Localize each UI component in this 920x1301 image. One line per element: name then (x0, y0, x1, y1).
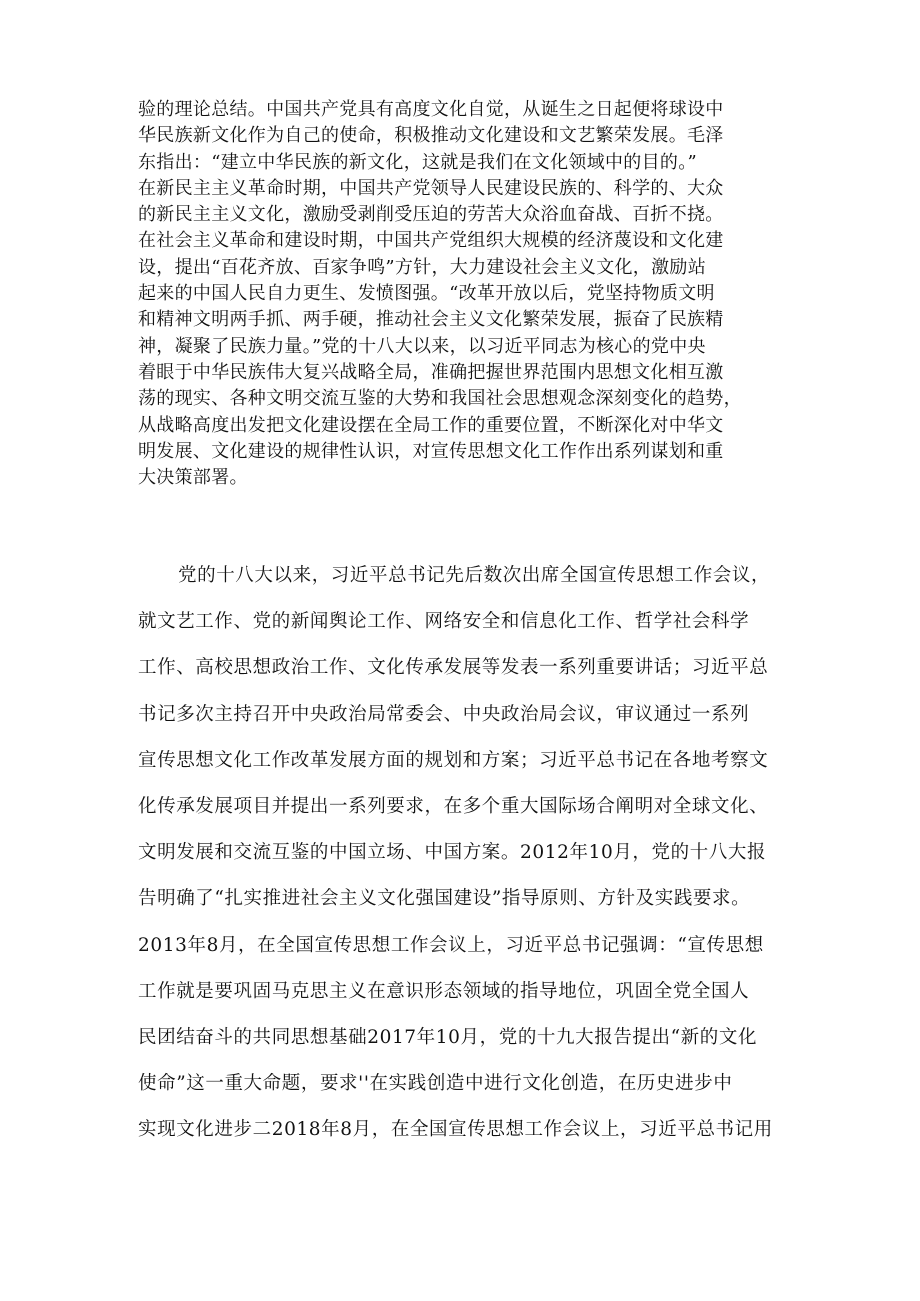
text-line: 荡的现实、各种文明交流互鉴的大势和我国社会思想观念深刻变化的趋势， (138, 388, 742, 410)
text-line: 大决策部署。 (138, 467, 248, 489)
text-line: 的新民主主义文化，激励受剥削受压迫的劳苦大众浴血奋战、百折不挠。 (138, 204, 724, 226)
text-line: 明发展、文化建设的规律性认识，对宣传思想文化工作作出系列谋划和重 (138, 440, 724, 462)
text-line: 就文艺工作、党的新闻舆论工作、网络安全和信息化工作、哲学社会科学 (138, 611, 750, 633)
text-line: 民团结奋斗的共同思想基础2017年10月，党的十九大报告提出“新的文化 (138, 1026, 758, 1048)
text-line: 东指出：“建立中华民族的新文化，这就是我们在文化领域中的目的。” (138, 151, 698, 173)
text-line: 在新民主主义革命时期，中国共产党领导人民建设民族的、科学的、大众 (138, 177, 724, 199)
text-line: 化传承发展项目并提出一系列要求，在多个重大国际场合阐明对全球文化、 (138, 795, 769, 817)
paragraph-1 (138, 97, 798, 491)
paragraph-2 (138, 553, 798, 1153)
text-line: 宣传思想文化工作改革发展方面的规划和方案；习近平总书记在各地考察文 (138, 749, 769, 771)
text-line: 书记多次主持召开中央政治局常委会、中央政治局会议，审议通过一系列 (138, 703, 750, 725)
text-line: 华民族新文化作为自己的使命，积极推动文化建设和文艺繁荣发展。毛泽 (138, 125, 724, 147)
text-line: 工作就是要巩固马克思主义在意识形态领域的指导地位，巩固全党全国人 (138, 980, 750, 1002)
text-line: 和精神文明两手抓、两手硬，推动社会主义文化繁荣发展，振奋了民族精 (138, 309, 724, 331)
text-line: 使命”这一重大命题，要求''在实践创造中进行文化创造，在历史进步中 (138, 1073, 733, 1095)
text-line: 从战略高度出发把文化建设摆在全局工作的重要位置，不断深化对中华文 (138, 414, 724, 436)
text-line: 验的理论总结。中国共产党具有高度文化自觉，从诞生之日起便将球设中 (138, 99, 724, 120)
text-line: 2013年8月，在全国宣传思想工作会议上，习近平总书记强调：“宣传思想 (138, 934, 764, 956)
text-line: 文明发展和交流互鉴的中国立场、中国方案。2012年10月，党的十八大报 (138, 842, 767, 864)
text-line: 神，凝聚了民族力量。”党的十八大以来，以习近平同志为核心的党中央 (138, 335, 706, 357)
text-line: 工作、高校思想政治工作、文化传承发展等发表一系列重要讲话；习近平总 (138, 657, 769, 679)
text-line: 着眼于中华民族伟大复兴战略全局，准确把握世界范围内思想文化相互激 (138, 361, 724, 383)
text-line: 实现文化进步二2018年8月，在全国宣传思想工作会议上，习近平总书记用 (138, 1119, 773, 1141)
text-line: 起来的中国人民自力更生、发愤图强。“改革开放以后，党坚持物质文明 (138, 283, 715, 305)
text-line: 党的十八大以来，习近平总书记先后数次出席全国宣传思想工作会议， (178, 565, 771, 586)
text-line: 告明确了“扎实推进社会主义文化强国建设”指导原则、方针及实践要求。 (138, 888, 751, 910)
text-line: 在社会主义革命和建设时期，中国共产党组织大规模的经济蔑设和文化建 (138, 230, 724, 252)
text-line: 设，提出“百花齐放、百家争鸣”方针，大力建设社会主义文化，激励站 (138, 256, 707, 278)
